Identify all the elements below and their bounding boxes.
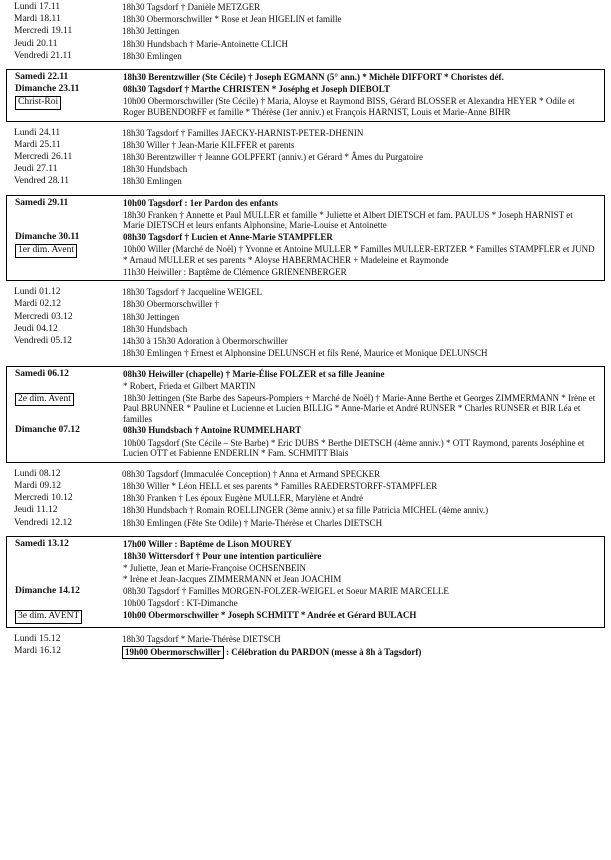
schedule-row — [6, 2, 605, 13]
schedule-block-weekend-29-30-11 — [6, 195, 605, 281]
row-date: Mercredi 03.12 — [14, 311, 73, 322]
row-date: Lundi 15.12 — [14, 633, 61, 644]
row-date: Vendred 28.11 — [14, 176, 70, 187]
schedule-row — [6, 312, 605, 323]
schedule-row — [7, 551, 604, 562]
schedule-row — [7, 96, 604, 117]
row-detail: * Robert, Frieda et Gilbert MARTIN — [123, 380, 256, 391]
row-date: Samedi 06.12 — [15, 368, 69, 379]
schedule-block-weekend-13-14-12 — [6, 536, 605, 628]
schedule-row — [7, 210, 604, 231]
row-detail: 18h30 Jettingen (Ste Barbe des Sapeurs-Pompiers + Marché de Noël) † Marie-Anne Berthe et Georges ZIMMERMANN * Irène et Paul BRUNNER * Pauline et Lucienne et Lucien BILLIG * Anne-Marie et André RUNSER * Charles RUNSER et BIR Léa et familles — [123, 392, 596, 424]
row-detail: 08h30 Tagsdorf † Marthe CHRISTEN * Joséphg et Joseph DIEBOLT — [123, 84, 390, 95]
row-detail: 18h30 Emlingen — [122, 176, 182, 187]
schedule-row — [6, 481, 605, 492]
schedule-block-week-4 — [6, 467, 605, 532]
row-date: Samedi 22.11 — [15, 72, 69, 83]
schedule-row — [6, 152, 605, 163]
schedule-row — [6, 51, 605, 62]
schedule-row — [6, 140, 605, 151]
row-date: Dimanche 07.12 — [15, 425, 80, 436]
schedule-row — [6, 493, 605, 504]
row-detail: 08h30 Heiwiller (chapelle) † Marie-Élise FOLZER et sa fille Jeanine — [123, 368, 385, 379]
row-date: Dimanche 14.12 — [15, 585, 80, 596]
row-date: Lundi 01.12 — [14, 287, 61, 298]
schedule-row — [6, 164, 605, 175]
row-detail: 18h30 Emlingen (Fête Ste Odile) † Marie-Thérèse et Charles DIETSCH — [122, 517, 383, 528]
schedule-row — [7, 393, 604, 425]
row-date: Dimanche 30.11 — [15, 232, 80, 243]
row-detail: 18h30 Tagsdorf † Familles JAECKY-HARNIST-PETER-DHENIN — [122, 127, 364, 138]
schedule-row — [6, 469, 605, 480]
schedule-row — [7, 381, 604, 392]
row-detail: 08h30 Tagsdorf (Immaculée Conception) † Anna et Armand SPECKER — [122, 468, 381, 479]
schedule-row — [6, 518, 605, 529]
schedule-row — [7, 574, 604, 585]
row-date: Mardi 16.12 — [14, 645, 61, 656]
liturgical-label: Christ-Roi — [15, 96, 61, 110]
row-detail: 18h30 Franken † Les époux Eugène MULLER, Marylène et André — [122, 493, 363, 504]
schedule-row — [7, 72, 604, 83]
row-detail: * Irène et Jean-Jacques ZIMMERMANN et Jean JOACHIM — [123, 574, 342, 585]
schedule-row — [6, 348, 605, 359]
row-detail: 08h30 Hundsbach † Antoine RUMMELHART — [123, 425, 302, 436]
highlight-location: 19h00 Obermorschwiller — [122, 646, 224, 659]
row-detail: 10h00 Obermorschwiller (Ste Cécile) † Maria, Aloyse et Raymond BISS, Gérard BLOSSER et Alexandra HEYER * Odile et Roger BUBENDORFF et famille * Thérèse (1er anniv.) et François HARNIST, Louis et Marie-Anne BIHR — [123, 96, 575, 118]
row-date: Mardi 02.12 — [14, 299, 61, 310]
row-detail: 18h30 Hundsbach — [122, 164, 188, 175]
row-detail: 18h30 Willer * Léon HELL et ses parents * Familles RAEDERSTORFF-STAMPFLER — [122, 481, 438, 491]
row-detail: 18h30 Wittersdorf † Pour une intention particulière — [123, 551, 322, 562]
schedule-row — [6, 299, 605, 310]
schedule-row — [7, 244, 604, 265]
row-detail-tail: : Célébration du PARDON (messe à 8h à Tagsdorf) — [223, 646, 422, 657]
row-detail: 18h30 Tagsdorf † Jacqueline WEIGEL — [122, 287, 263, 298]
row-detail: 18h30 Obermorschwiller † — [122, 299, 219, 310]
schedule-row — [6, 39, 605, 50]
row-date: Lundi 24.11 — [14, 127, 61, 138]
row-date: Lundi 08.12 — [14, 468, 61, 479]
schedule-row — [7, 425, 604, 436]
schedule-row — [7, 369, 604, 380]
row-detail: * Juliette, Jean et Marie-Françoise OCHSENBEIN — [123, 562, 306, 573]
row-date: Jeudi 11.12 — [14, 505, 58, 516]
row-date — [11, 610, 123, 624]
row-date: Mardi 18.11 — [14, 14, 61, 25]
row-date: Lundi 17.11 — [14, 2, 61, 12]
row-detail: 18h30 Emlingen — [122, 50, 182, 61]
schedule-row — [7, 539, 604, 550]
schedule-row — [7, 598, 604, 609]
row-detail: 08h30 Tagsdorf † Lucien et Anne-Marie STAMPFLER — [123, 232, 333, 243]
row-detail: 18h30 Jettingen — [122, 311, 180, 322]
schedule-row — [6, 336, 605, 347]
row-detail: 18h30 Berentzwiller † Jeanne GOLPFERT (anniv.) et Gérard * Âmes du Purgatoire — [122, 152, 423, 163]
row-detail: 18h30 Berentzwiller (Ste Cécile) † Joseph EGMANN (5° ann.) * Michèle DIFFORT * Choristes déf. — [123, 72, 504, 83]
schedule-block-week-1 — [6, 0, 605, 65]
row-detail: 14h30 à 15h30 Adoration à Obermorschwiller — [122, 335, 288, 346]
row-date: Mercredi 10.12 — [14, 493, 73, 504]
row-date — [11, 96, 123, 110]
row-date: Mardi 25.11 — [14, 139, 61, 150]
schedule-row — [7, 438, 604, 459]
schedule-block-weekend-06-07-12 — [6, 366, 605, 463]
row-detail: 10h00 Willer (Marché de Noël) † Yvonne et Antoine MULLER * Familles MULLER-ERTZER * Familles STAMPFLER et JUND * Arnaud MULLER et ses parents * Aloyse HABERMACHER + Madeleine et Raymonde — [123, 244, 595, 265]
row-date: Jeudi 20.11 — [14, 38, 58, 49]
schedule-block-week-3 — [6, 285, 605, 362]
schedule-row — [6, 324, 605, 335]
row-date — [11, 244, 123, 258]
schedule-row — [6, 505, 605, 516]
row-date: Dimanche 23.11 — [15, 84, 80, 95]
row-detail: 10h00 Tagsdorf : 1er Pardon des enfants — [123, 197, 278, 208]
row-detail: 18h30 Hundsbach † Marie-Antoinette CLICH — [122, 38, 288, 49]
row-detail: 17h00 Willer : Baptême de Lison MOUREY — [123, 538, 293, 549]
row-date: Jeudi 27.11 — [14, 164, 58, 175]
row-detail: 18h30 Jettingen — [122, 26, 180, 37]
liturgical-label: 1er dim. Avent — [15, 244, 77, 258]
row-detail: 08h30 Tagsdorf † Familles MORGEN-FOLZER-WEIGEL et Soeur MARIE MARCELLE — [123, 585, 449, 596]
row-detail: 10h00 Obermorschwiller * Joseph SCHMITT * Andrée et Gérard BULACH — [123, 609, 417, 620]
row-detail: 11h30 Heiwiller : Baptême de Clémence GRIENENBERGER — [123, 266, 347, 277]
row-detail: 10h00 Tagsdorf (Ste Cécile – Ste Barbe) * Eric DUBS * Berthe DIETSCH (4ème anniv.) * OTT Raymond, parents Joséphine et Lucien OTT et Fabienne ENDERLIN * Fam. SCHMITT Blais — [123, 437, 585, 459]
row-date: Mercredi 26.11 — [14, 152, 73, 163]
schedule-row — [7, 84, 604, 95]
schedule-row — [7, 198, 604, 209]
schedule-row — [6, 176, 605, 187]
schedule-row — [6, 128, 605, 139]
row-detail — [122, 646, 601, 659]
schedule-row — [7, 267, 604, 278]
row-date: Vendredi 21.11 — [14, 50, 72, 61]
schedule-row — [6, 26, 605, 37]
schedule-block-weekend-22-23-11 — [6, 69, 605, 122]
row-date: Mercredi 19.11 — [14, 26, 73, 37]
schedule-row — [7, 610, 604, 624]
schedule-row — [6, 14, 605, 25]
liturgical-label: 3e dim. AVENT — [15, 610, 82, 624]
row-date: Jeudi 04.12 — [14, 323, 58, 334]
row-date: Mardi 09.12 — [14, 481, 61, 491]
row-detail: 18h30 Franken † Annette et Paul MULLER et famille * Juliette et Albert DIETSCH et fam. PAULUS * Joseph HARNIST et Marie DIETSCH et leurs enfants Alphonsine, Marie-Louise et Antoinette — [123, 209, 573, 231]
schedule-row — [7, 586, 604, 597]
row-detail: 18h30 Willer † Jean-Marie KILFFER et parents — [122, 139, 295, 150]
row-date: Samedi 29.11 — [15, 197, 69, 208]
row-detail: 18h30 Hundsbach † Romain ROELLINGER (3ème anniv.) et sa fille Patricia MICHEL (4ème anniv.) — [122, 505, 489, 516]
schedule-row — [7, 563, 604, 574]
schedule-block-week-2 — [6, 126, 605, 191]
schedule-row — [6, 634, 605, 645]
row-date: Vendredi 12.12 — [14, 517, 73, 528]
liturgical-label: 2e dim. Avent — [15, 393, 74, 407]
row-detail: 10h00 Tagsdorf : KT-Dimanche — [123, 598, 238, 609]
schedule-row — [6, 287, 605, 298]
row-detail: 18h30 Hundsbach — [122, 323, 188, 334]
schedule-row — [7, 232, 604, 243]
row-date: Vendredi 05.12 — [14, 335, 73, 346]
schedule-row — [6, 646, 605, 659]
schedule-block-week-5 — [6, 632, 605, 662]
row-date — [11, 393, 123, 407]
row-detail: 18h30 Tagsdorf † Danièle METZGER — [122, 2, 261, 12]
row-detail: 18h30 Tagsdorf * Marie-Thérèse DIETSCH — [122, 633, 281, 644]
row-date: Samedi 13.12 — [15, 538, 69, 549]
row-detail: 18h30 Obermorschwiller * Rose et Jean HIGELIN et famille — [122, 14, 342, 25]
row-detail: 18h30 Emlingen † Ernest et Alphonsine DELUNSCH et fils René, Maurice et Monique DELUNSCH — [122, 348, 488, 359]
